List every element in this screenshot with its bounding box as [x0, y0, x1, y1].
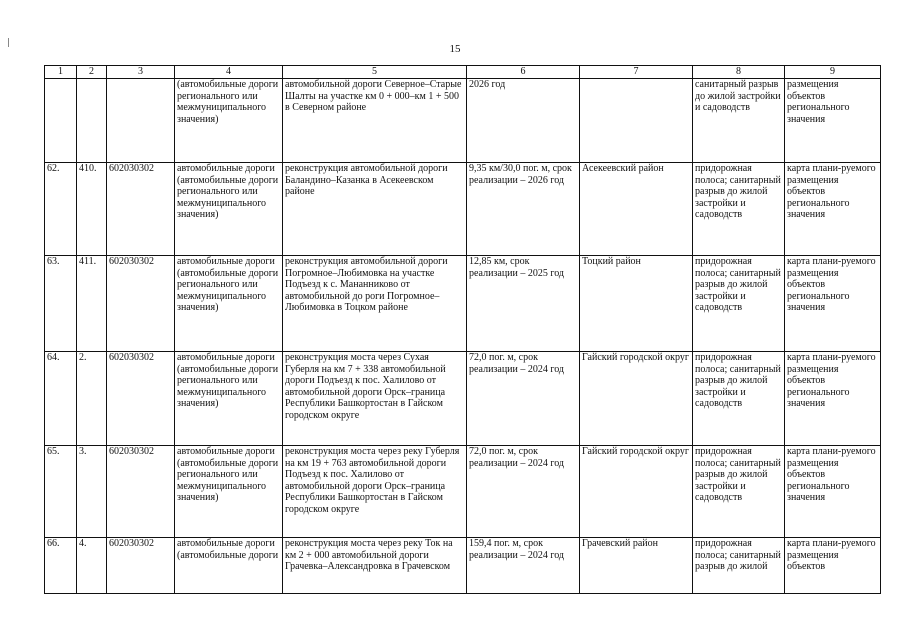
code: 602030302 [107, 352, 175, 446]
object-type: автомобильные дороги (автомобильные дороги регионального или межмуниципального значения) [175, 446, 283, 538]
object-description: реконструкция моста через Сухая Губерля на км 7 + 338 автомобильной дороги Подъезд к пос. Халилово от автомобильной дороги Орск–граница Республики Башкортостан в Гайском городском округе [283, 352, 467, 446]
table-row [45, 79, 881, 163]
code: 602030302 [107, 163, 175, 256]
table-row [45, 256, 881, 352]
header-cell: 6 [467, 66, 580, 79]
page-number: 15 [449, 43, 461, 55]
location [580, 79, 693, 163]
object-type: автомобильные дороги (автомобильные дороги [175, 538, 283, 594]
location: Грачевский район [580, 538, 693, 594]
header-cell: 4 [175, 66, 283, 79]
header-cell: 7 [580, 66, 693, 79]
sub-number [77, 79, 107, 163]
object-type: автомобильные дороги (автомобильные дороги регионального или межмуниципального значения) [175, 352, 283, 446]
zone: придорожная полоса; санитарный разрыв до жилой [693, 538, 785, 594]
zone: придорожная полоса; санитарный разрыв до жилой застройки и садоводств [693, 446, 785, 538]
map-reference: карта плани-руемого размещения объектов регионального значения [785, 163, 881, 256]
code: 602030302 [107, 256, 175, 352]
parameters: 159,4 пог. м, срок реализации – 2024 год [467, 538, 580, 594]
header-cell: 2 [77, 66, 107, 79]
object-type: автомобильные дороги (автомобильные дороги регионального или межмуниципального значения) [175, 256, 283, 352]
infrastructure-table [44, 65, 881, 594]
map-reference: карта плани-руемого размещения объектов регионального значения [785, 446, 881, 538]
location: Тоцкий район [580, 256, 693, 352]
header-cell: 1 [45, 66, 77, 79]
zone: придорожная полоса; санитарный разрыв до жилой застройки и садоводств [693, 163, 785, 256]
object-description: реконструкция моста через реку Губерля на км 19 + 763 автомобильной дороги Подъезд к пос. Халилово от автомобильной дороги Орск–граница Республики Башкортостан в Гайском городском округе [283, 446, 467, 538]
table-row [45, 352, 881, 446]
zone: придорожная полоса; санитарный разрыв до жилой застройки и садоводств [693, 256, 785, 352]
zone: санитарный разрыв до жилой застройки и садоводств [693, 79, 785, 163]
header-cell: 9 [785, 66, 881, 79]
row-number: 64. [45, 352, 77, 446]
location: Гайский городской округ [580, 352, 693, 446]
header-row [45, 66, 881, 79]
parameters: 72,0 пог. м, срок реализации – 2024 год [467, 446, 580, 538]
margin-mark [8, 38, 9, 47]
sub-number: 2. [77, 352, 107, 446]
sub-number: 410. [77, 163, 107, 256]
code: 602030302 [107, 446, 175, 538]
parameters: 12,85 км, срок реализации – 2025 год [467, 256, 580, 352]
sub-number: 411. [77, 256, 107, 352]
map-reference: карта плани-руемого размещения объектов регионального значения [785, 256, 881, 352]
header-cell: 5 [283, 66, 467, 79]
header-cell: 8 [693, 66, 785, 79]
map-reference: карта плани-руемого размещения объектов регионального значения [785, 352, 881, 446]
object-description: реконструкция моста через реку Ток на км 2 + 000 автомобильной дороги Грачевка–Александровка в Грачевском [283, 538, 467, 594]
object-description: реконструкция автомобильной дороги Баландино–Казанка в Асекеевском районе [283, 163, 467, 256]
row-number: 63. [45, 256, 77, 352]
parameters: 9,35 км/30,0 пог. м, срок реализации – 2026 год [467, 163, 580, 256]
object-description: автомобильной дороги Северное–Старые Шалты на участке км 0 + 000–км 1 + 500 в Северном районе [283, 79, 467, 163]
object-description: реконструкция автомобильной дороги Погромное–Любимовка на участке Подъезд к с. Мананниково от автомобильной до роги Погромное–Любимовка в Тоцком районе [283, 256, 467, 352]
map-reference: карта плани-руемого размещения объектов [785, 538, 881, 594]
parameters: 2026 год [467, 79, 580, 163]
sub-number: 4. [77, 538, 107, 594]
sub-number: 3. [77, 446, 107, 538]
header-cell: 3 [107, 66, 175, 79]
table-row [45, 538, 881, 594]
object-type: (автомобильные дороги регионального или межмуниципального значения) [175, 79, 283, 163]
location: Асекеевский район [580, 163, 693, 256]
row-number [45, 79, 77, 163]
row-number: 66. [45, 538, 77, 594]
row-number: 62. [45, 163, 77, 256]
row-number: 65. [45, 446, 77, 538]
table-row [45, 163, 881, 256]
table-row [45, 446, 881, 538]
object-type: автомобильные дороги (автомобильные дороги регионального или межмуниципального значения) [175, 163, 283, 256]
location: Гайский городской округ [580, 446, 693, 538]
map-reference: размещения объектов регионального значения [785, 79, 881, 163]
zone: придорожная полоса; санитарный разрыв до жилой застройки и садоводств [693, 352, 785, 446]
parameters: 72,0 пог. м, срок реализации – 2024 год [467, 352, 580, 446]
code: 602030302 [107, 538, 175, 594]
code [107, 79, 175, 163]
